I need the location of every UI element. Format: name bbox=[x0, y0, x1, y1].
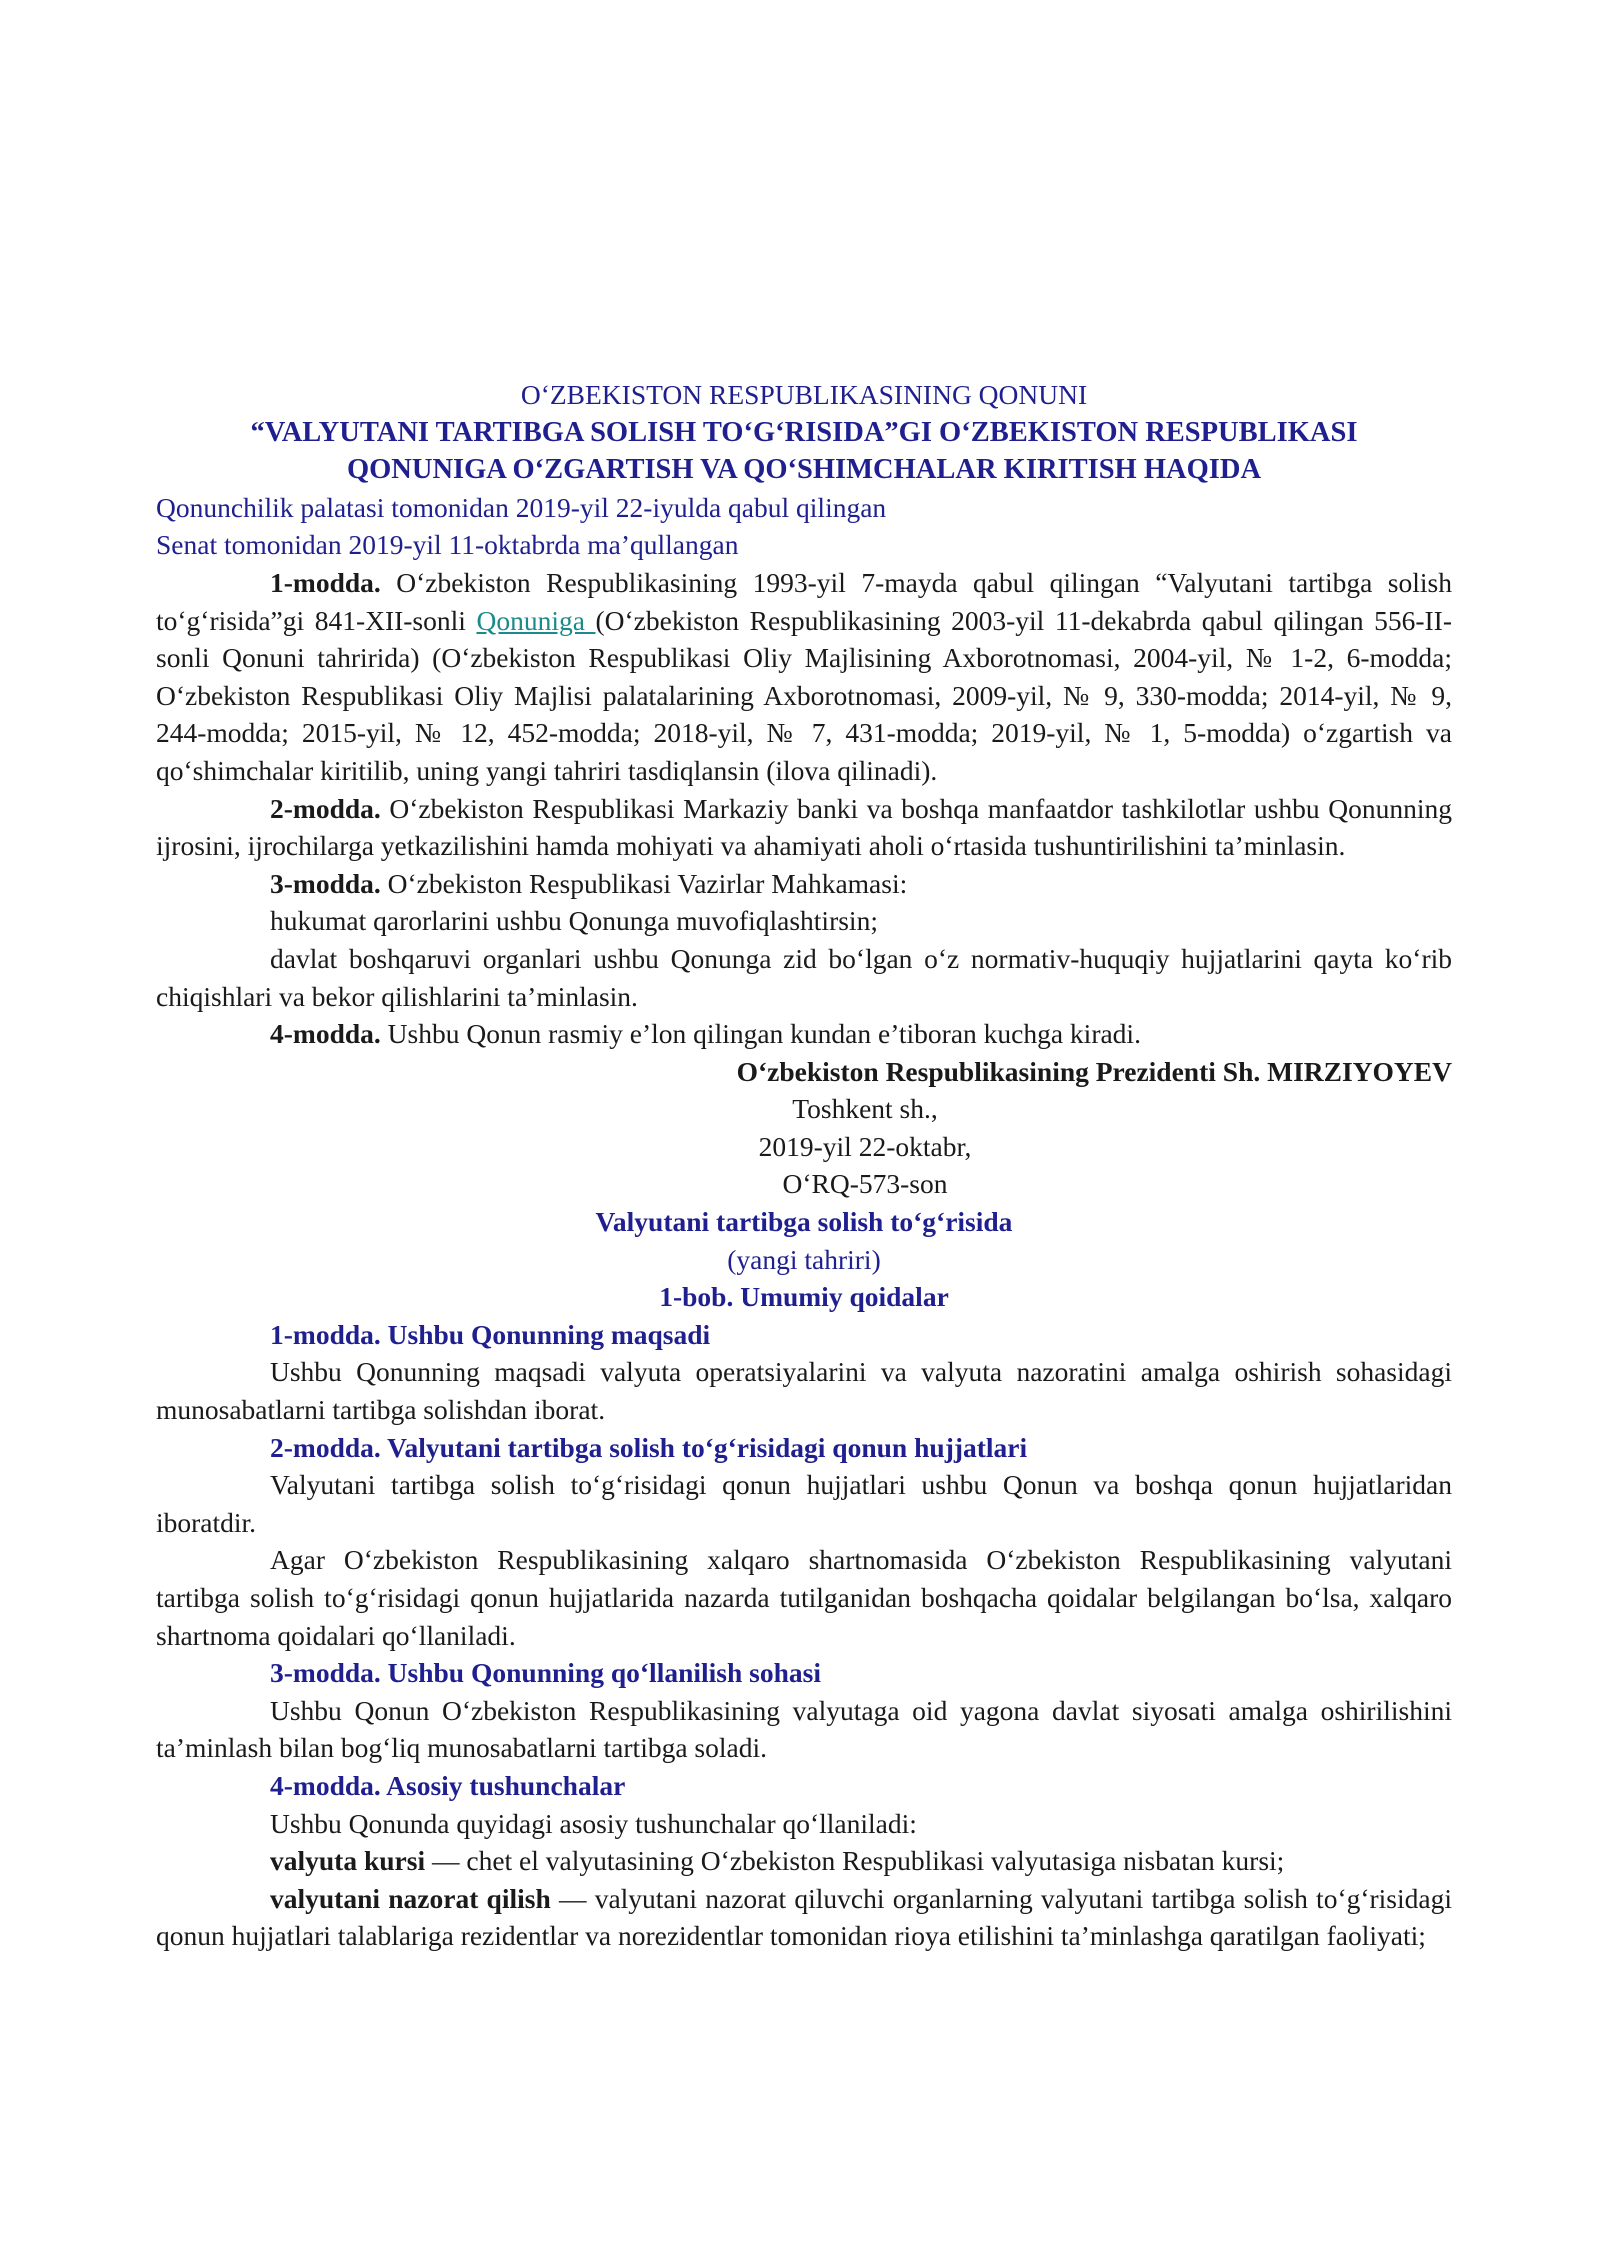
new-edition-subtitle: (yangi tahriri) bbox=[727, 1243, 881, 1275]
new-article-3-heading: 3-modda. Ushbu Qonunning qo‘llanilish sohasi bbox=[270, 1657, 822, 1689]
law-title-line-2: QONUNIGA O‘ZGARTISH VA QO‘SHIMCHALAR KIRITISH HAQIDA bbox=[346, 454, 1262, 486]
article-2 bbox=[156, 790, 1452, 865]
article-4-text: Ushbu Qonun rasmiy e’lon qilingan kundan e’tiboran kuchga kiradi. bbox=[380, 1018, 1141, 1050]
qonuniga-link[interactable]: Qonuniga bbox=[476, 604, 596, 636]
signature-number: O‘RQ-573-son bbox=[782, 1168, 948, 1200]
new-article-1-paragraph: Ushbu Qonunning maqsadi valyuta operatsiyalarini va valyuta nazoratini amalga oshirish sohasidagi munosabatlarni tartibga solishdan iborat. bbox=[156, 1356, 1452, 1426]
article-1 bbox=[156, 564, 1452, 790]
article-1-text-after: (O‘zbekiston Respublikasining 2003-yil 11-dekabrda qabul qilingan 556-II-sonli Qonuni tahririda) (O‘zbekiston Respublikasi Oliy Majlisining Axborotnomasi, 2004-yil, № 1-2, 6-modda; O‘zbekiston Respublikasi Oliy Majlisi palatalarining Axborotnomasi, 2009-yil, № 9, 330-modda; 2014-yil, № 9, 244-modda; 2015-yil, № 12, 452-modda; 2018-yil, № 7, 431-modda; 2019-yil, № 1, 5-modda) o‘zgartish va qo‘shimchalar kiritilib, uning yangi tahriri tasdiqlansin (ilova qilinadi). bbox=[156, 604, 1452, 786]
new-article-1-heading: 1-modda. Ushbu Qonunning maqsadi bbox=[270, 1318, 711, 1350]
president-signature: O‘zbekiston Respublikasining Prezidenti Sh. MIRZIYOYEV bbox=[736, 1055, 1452, 1087]
article-4-label: 4-modda. bbox=[270, 1018, 381, 1050]
law-type-title: O‘ZBEKISTON RESPUBLIKASINING QONUNI bbox=[520, 379, 1088, 410]
new-article-2-paragraph-2: Agar O‘zbekiston Respublikasining xalqaro shartnomasida O‘zbekiston Respublikasining valyutani tartibga solish to‘g‘risidagi qonun hujjatlarida nazarda tutilganidan boshqacha qoidalar belgilangan bo‘lsa, xalqaro shartnoma qoidalari qo‘llaniladi. bbox=[156, 1544, 1452, 1651]
new-article-2-paragraph-1: Valyutani tartibga solish to‘g‘risidagi qonun hujjatlari ushbu Qonun va boshqa qonun hujjatlaridan iboratdir. bbox=[156, 1469, 1452, 1538]
article-3-text: O‘zbekiston Respublikasi Vazirlar Mahkamasi: bbox=[380, 867, 908, 899]
signature-date: 2019-yil 22-oktabr, bbox=[758, 1130, 972, 1162]
definition-1-text: — chet el valyutasining O‘zbekiston Respublikasi valyutasiga nisbatan kursi; bbox=[425, 1845, 1285, 1877]
article-1-text-before: O‘zbekiston Respublikasining 1993-yil 7-mayda qabul qilingan “Valyutani tartibga solish to‘g‘risida”gi 841-XII-sonli bbox=[156, 566, 1452, 636]
signature-place: Toshkent sh., bbox=[792, 1093, 938, 1125]
definition-2-text: — valyutani nazorat qiluvchi organlarning valyutani tartibga solish to‘g‘risidagi qonun hujjatlari talablariga rezidentlar va norezidentlar tomonidan rioya etilishini ta’minlashga qaratilgan faoliyati; bbox=[156, 1882, 1452, 1952]
definition-valyuta-kursi bbox=[156, 1842, 1452, 1880]
definition-1-term: valyuta kursi bbox=[270, 1845, 426, 1877]
article-2-label: 2-modda. bbox=[270, 792, 381, 824]
article-2-text: O‘zbekiston Respublikasi Markaziy banki va boshqa manfaatdor tashkilotlar ushbu Qonunning ijrosini, ijrochilarga yetkazilishini hamda mohiyati va ahamiyati aholi o‘rtasida tushuntirilishini ta’minlasin. bbox=[156, 792, 1452, 862]
new-article-2-heading: 2-modda. Valyutani tartibga solish to‘g‘risidagi qonun hujjatlari bbox=[270, 1431, 1028, 1463]
article-3 bbox=[156, 865, 1452, 903]
document-page bbox=[156, 376, 1452, 1955]
adoption-note: Qonunchilik palatasi tomonidan 2019-yil 22-iyulda qabul qilingan bbox=[156, 491, 887, 523]
article-3-item-2: davlat boshqaruvi organlari ushbu Qonunga zid bo‘lgan o‘z normativ-huquqiy hujjatlarini qayta ko‘rib chiqishlari va bekor qilishlarini ta’minlasin. bbox=[156, 942, 1452, 1012]
new-article-4-intro: Ushbu Qonunda quyidagi asosiy tushunchalar qo‘llaniladi: bbox=[270, 1807, 917, 1839]
definition-2-term: valyutani nazorat qilish bbox=[270, 1882, 551, 1914]
article-1-label: 1-modda. bbox=[270, 566, 381, 598]
new-edition-title: Valyutani tartibga solish to‘g‘risida bbox=[595, 1206, 1013, 1238]
new-article-3-paragraph: Ushbu Qonun O‘zbekiston Respublikasining valyutaga oid yagona davlat siyosati amalga oshirilishini ta’minlash bilan bog‘liq munosabatlarni tartibga soladi. bbox=[156, 1694, 1452, 1764]
article-3-item-1: hukumat qarorlarini ushbu Qonunga muvofiqlashtirsin; bbox=[270, 905, 878, 937]
law-title-line-1: “VALYUTANI TARTIBGA SOLISH TO‘G‘RISIDA”GI O‘ZBEKISTON RESPUBLIKASI bbox=[250, 416, 1358, 448]
approval-note: Senat tomonidan 2019-yil 11-oktabrda ma’qullangan bbox=[156, 529, 739, 561]
new-article-4-heading: 4-modda. Asosiy tushunchalar bbox=[270, 1769, 626, 1801]
definition-valyutani-nazorat-qilish bbox=[156, 1880, 1452, 1955]
chapter-title: 1-bob. Umumiy qoidalar bbox=[659, 1281, 949, 1313]
article-3-label: 3-modda. bbox=[270, 867, 381, 899]
article-4 bbox=[156, 1015, 1452, 1053]
